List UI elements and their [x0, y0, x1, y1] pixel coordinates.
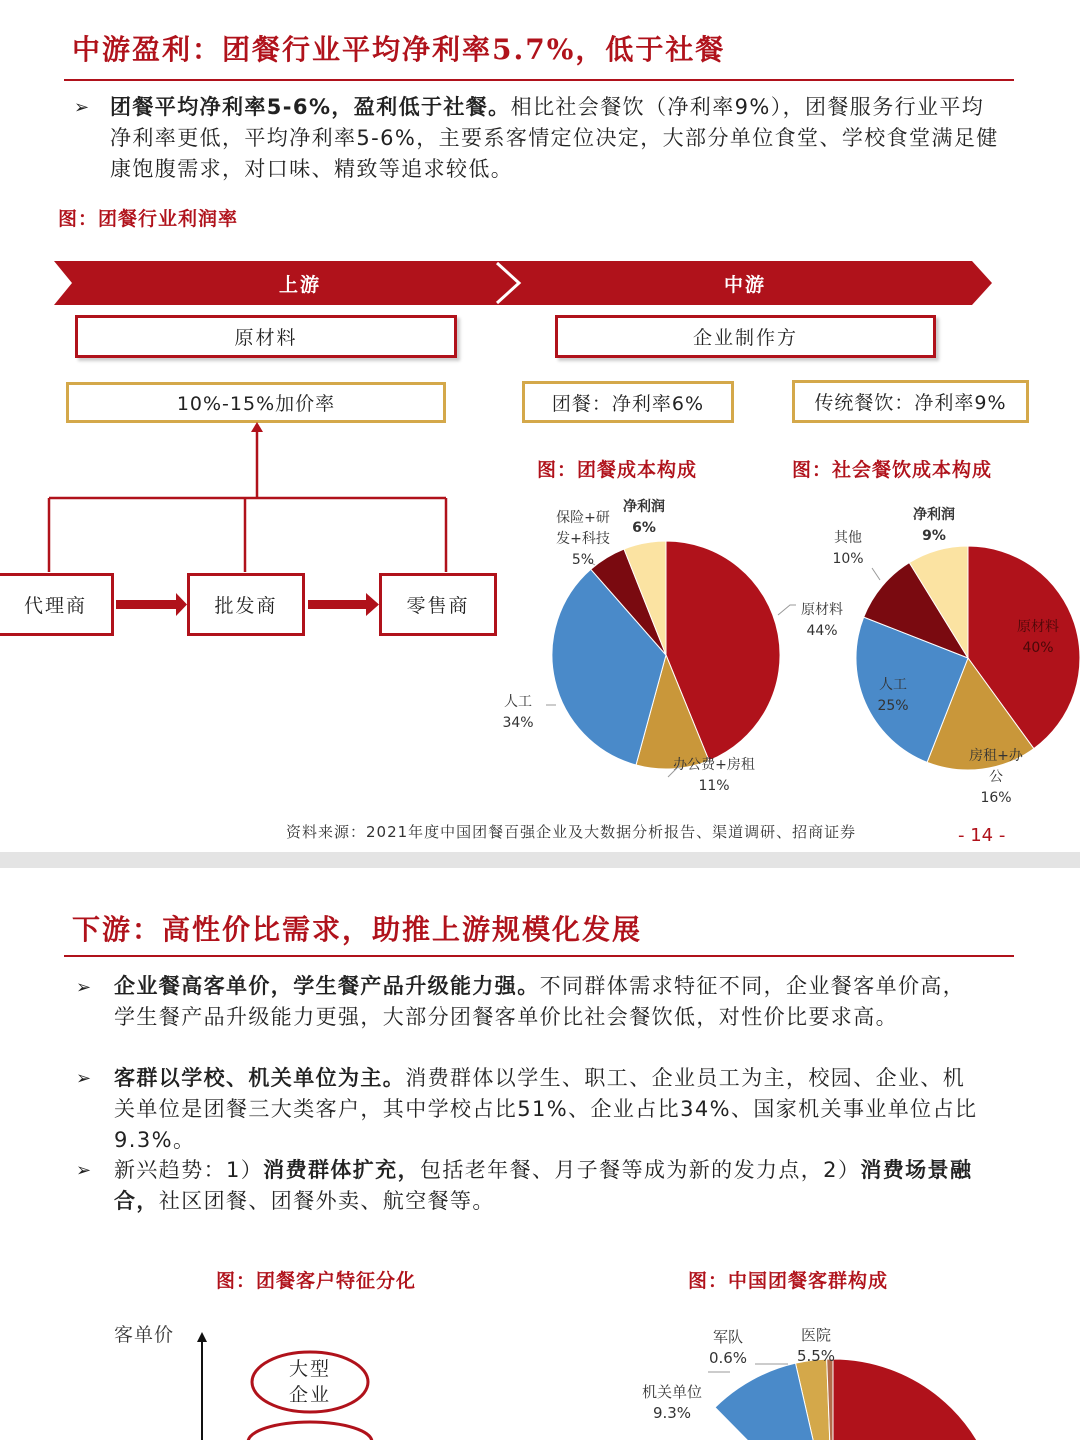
slide1-title: 中游盈利：团餐行业平均净利率5.7%，低于社餐 [72, 33, 726, 66]
arrow-agent-wholesaler-icon [116, 600, 178, 609]
page-number: - 14 - [958, 825, 1006, 846]
bubble-large-enterprise-label: 大型 企业 [288, 1358, 331, 1406]
pie2-label-profit: 净利润 9% [913, 507, 955, 544]
pie2-label-labor: 人工 25% [877, 677, 909, 714]
retailer-box: 零售商 [379, 573, 497, 636]
slide2-figure-left-title: 图：团餐客户特征分化 [216, 1270, 417, 1292]
pie1-title: 图：团餐成本构成 [537, 459, 698, 481]
slide1-bullet-bold: 团餐平均净利率5-6%，盈利低于社餐。 [110, 95, 511, 119]
wholesaler-box: 批发商 [187, 573, 305, 636]
slide2-figure-right-title: 图：中国团餐客群构成 [688, 1270, 889, 1292]
pie3-label-army: 军队 0.6% [708, 1328, 748, 1367]
agent-box: 代理商 [0, 573, 114, 636]
pie1-label-labor: 人工 34% [502, 694, 534, 731]
bubble-partial [248, 1422, 372, 1440]
slide1-bullet [110, 92, 1000, 185]
arrow-wholesaler-retailer-icon [308, 600, 368, 609]
pie2-label-raw: 原材料 40% [1017, 619, 1059, 656]
bullet-arrow-icon: ➢ [76, 1068, 92, 1089]
pie1-label-office: 办公费+房租 11% [673, 757, 755, 794]
chain-banner [50, 261, 995, 305]
page-divider [0, 852, 1080, 868]
flow-arrows [114, 590, 384, 620]
bullet-arrow-icon: ➢ [76, 1160, 92, 1181]
pie3-label-hospital: 医院 5.5% [796, 1326, 836, 1365]
slide2-bullet-3: 新兴趋势：1）消费群体扩充，包括老年餐、月子餐等成为新的发力点，2）消费场景融合，社区团餐、团餐外卖、航空餐等。 [114, 1158, 973, 1213]
enterprise-box: 企业制作方 [555, 315, 936, 358]
bullet-arrow-icon: ➢ [76, 977, 92, 998]
slide1-figure-title: 图：团餐行业利润率 [58, 208, 239, 230]
pie2-label-other: 其他 10% [832, 530, 864, 567]
pie3-slice-school [833, 1359, 1000, 1440]
slide2-title: 下游：高性价比需求，助推上游规模化发展 [72, 913, 643, 946]
midstream-label: 中游 [723, 274, 766, 296]
pie2-title: 图：社会餐饮成本构成 [792, 459, 993, 481]
slide1-bullet-text: 相比社会餐饮（净利率9%），团餐服务行业平均净利率更低，平均净利率5-6%，主要系客情定位决定，大部分单位食堂、学校食堂满足健康饱腹需求，对口味、精致等追求较低。 [110, 95, 999, 181]
pie2-chart [850, 540, 1080, 780]
pie1-label-insurance: 保险+研 发+科技 5% [556, 510, 610, 568]
slide2-bullet-1: 企业餐高客单价，学生餐产品升级能力强。不同群体需求特征不同，企业餐客单价高，学生餐产品升级能力更强，大部分团餐客单价比社会餐饮低，对性价比要求高。 [114, 974, 966, 1029]
slide1-title-rule [64, 79, 1014, 81]
pie3-label-gov: 机关单位 9.3% [641, 1383, 702, 1422]
markup-box: 10%-15%加价率 [66, 382, 446, 423]
traditional-margin-box: 传统餐饮：净利率9% [792, 380, 1029, 423]
pie1-label-profit: 净利润 6% [623, 499, 665, 536]
slide2-bullet-2: 客群以学校、机关单位为主。消费群体以学生、职工、企业员工为主，校园、企业、机关单位是团餐三大类客户，其中学校占比51%、企业占比34%、国家机关事业单位占比9.3%。 [114, 1066, 978, 1152]
pie1-label-raw: 原材料 44% [801, 602, 843, 639]
y-axis-label: 客单价 [114, 1324, 175, 1346]
slide1-source: 资料来源：2021年度中国团餐百强企业及大数据分析报告、渠道调研、招商证券 [286, 823, 857, 841]
bullet-arrow-icon: ➢ [74, 97, 90, 118]
pie2-label-rent: 房租+办 公 16% [969, 748, 1023, 806]
raw-material-box: 原材料 [75, 315, 457, 358]
y-axis-arrow-icon [197, 1332, 207, 1342]
tuancan-margin-box: 团餐：净利率6% [522, 381, 734, 423]
slide2-title-rule [64, 955, 1014, 957]
upstream-label: 上游 [278, 274, 321, 296]
